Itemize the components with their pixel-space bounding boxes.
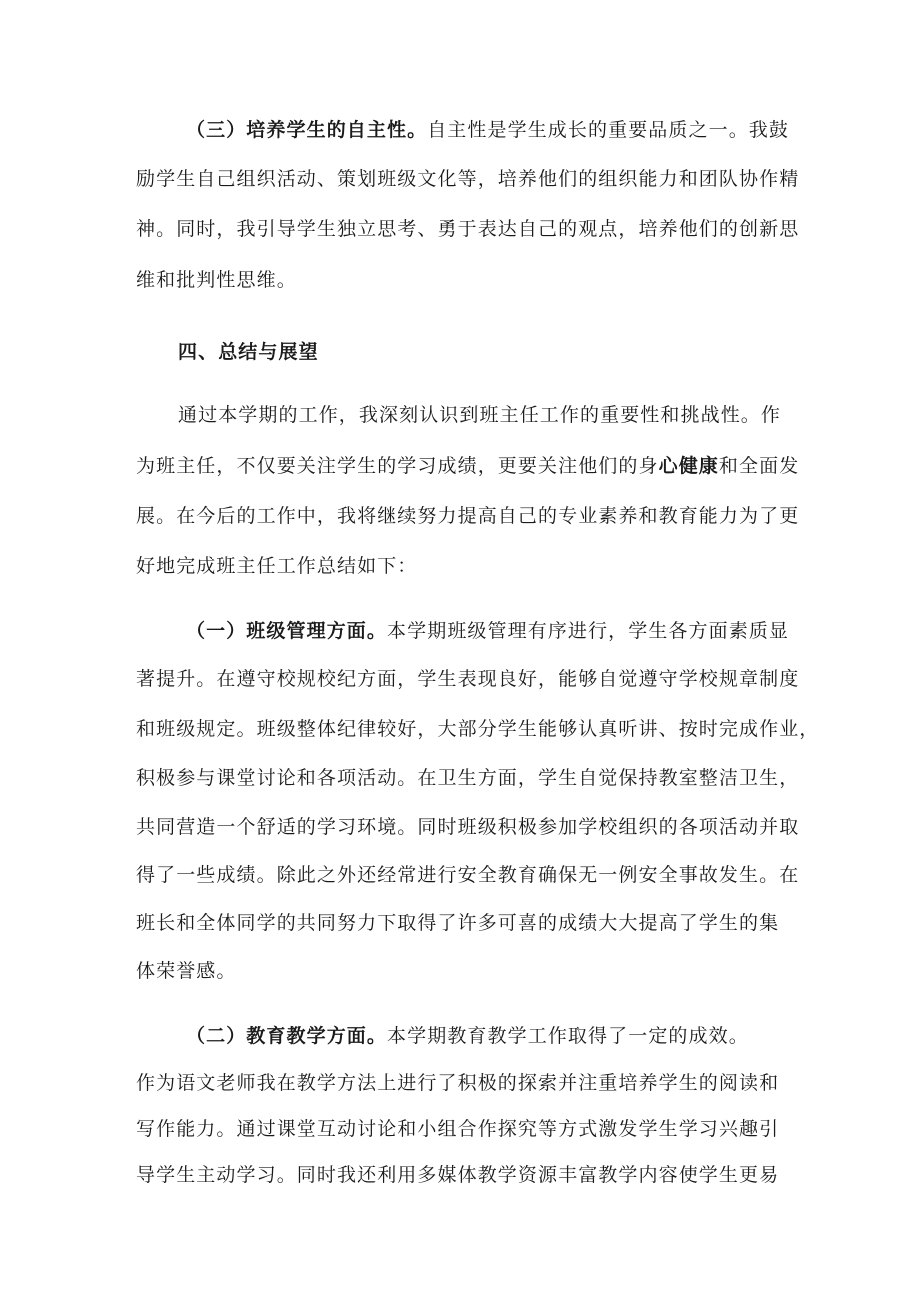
paragraph-line: 导学生主动学习。同时我还利用多媒体教学资源丰富教学内容使学生更易 [136, 1164, 780, 1186]
paragraph-line: 写作能力。通过课堂互动讨论和小组合作探究等方式激发学生学习兴趣引 [136, 1118, 780, 1140]
paragraph-line: 展。在今后的工作中，我将继续努力提高自己的专业素养和教育能力为了更 [136, 505, 800, 527]
paragraph-line: 积极参与课堂讨论和各项活动。在卫生方面，学生自觉保持教室整洁卫生， [136, 767, 800, 789]
paragraph-heading: （二）教育教学方面。 [186, 1025, 388, 1047]
paragraph-text: 和全面发 [718, 455, 800, 477]
paragraph-line [0, 1016, 920, 1056]
paragraph-line: 神。同时，我引导学生独立思考、勇于表达自己的观点，培养他们的创新思 [136, 218, 800, 240]
paragraph-text: 自主性是学生成长的重要品质之一。我鼓 [427, 119, 790, 141]
paragraph-text: 本学期教育教学工作取得了一定的成效。 [387, 1025, 749, 1047]
paragraph-line [0, 611, 920, 651]
paragraph-line: 著提升。在遵守校规校纪方面，学生表现良好，能够自觉遵守学校规章制度 [136, 668, 800, 690]
paragraph-line: 共同营造一个舒适的学习环境。同时班级积极参加学校组织的各项活动并取 [136, 816, 800, 838]
bold-phrase: 心健康 [658, 455, 719, 477]
paragraph-line: 班长和全体同学的共同努力下取得了许多可喜的成绩大大提高了学生的集 [136, 912, 780, 934]
paragraph-heading: （一）班级管理方面。 [186, 620, 388, 642]
paragraph-line [0, 446, 920, 486]
paragraph-line: 作为语文老师我在教学方法上进行了积极的探索并注重培养学生的阅读和 [136, 1072, 780, 1094]
paragraph-line: 得了一些成绩。除此之外还经常进行安全教育确保无一例安全事故发生。在 [136, 864, 800, 886]
paragraph-heading: （三）培养学生的自主性。 [186, 119, 428, 141]
paragraph-line: 好地完成班主任工作总结如下： [136, 555, 418, 577]
paragraph-line: 体荣誉感。 [136, 960, 237, 982]
paragraph-line: 励学生自己组织活动、策划班级文化等，培养他们的组织能力和团队协作精 [136, 168, 800, 190]
section-heading: 四、总结与展望 [178, 341, 319, 363]
paragraph-line: 和班级规定。班级整体纪律较好，大部分学生能够认真听讲、按时完成作业， [136, 718, 820, 740]
paragraph-text: 为班主任，不仅要关注学生的学习成绩，更要关注他们的身 [136, 455, 659, 477]
paragraph-line: 通过本学期的工作，我深刻认识到班主任工作的重要性和挑战性。作 [178, 404, 782, 426]
paragraph-text: 本学期班级管理有序进行，学生各方面素质显 [387, 620, 790, 642]
paragraph-line [0, 110, 920, 150]
paragraph-line: 维和批判性思维。 [136, 269, 297, 291]
